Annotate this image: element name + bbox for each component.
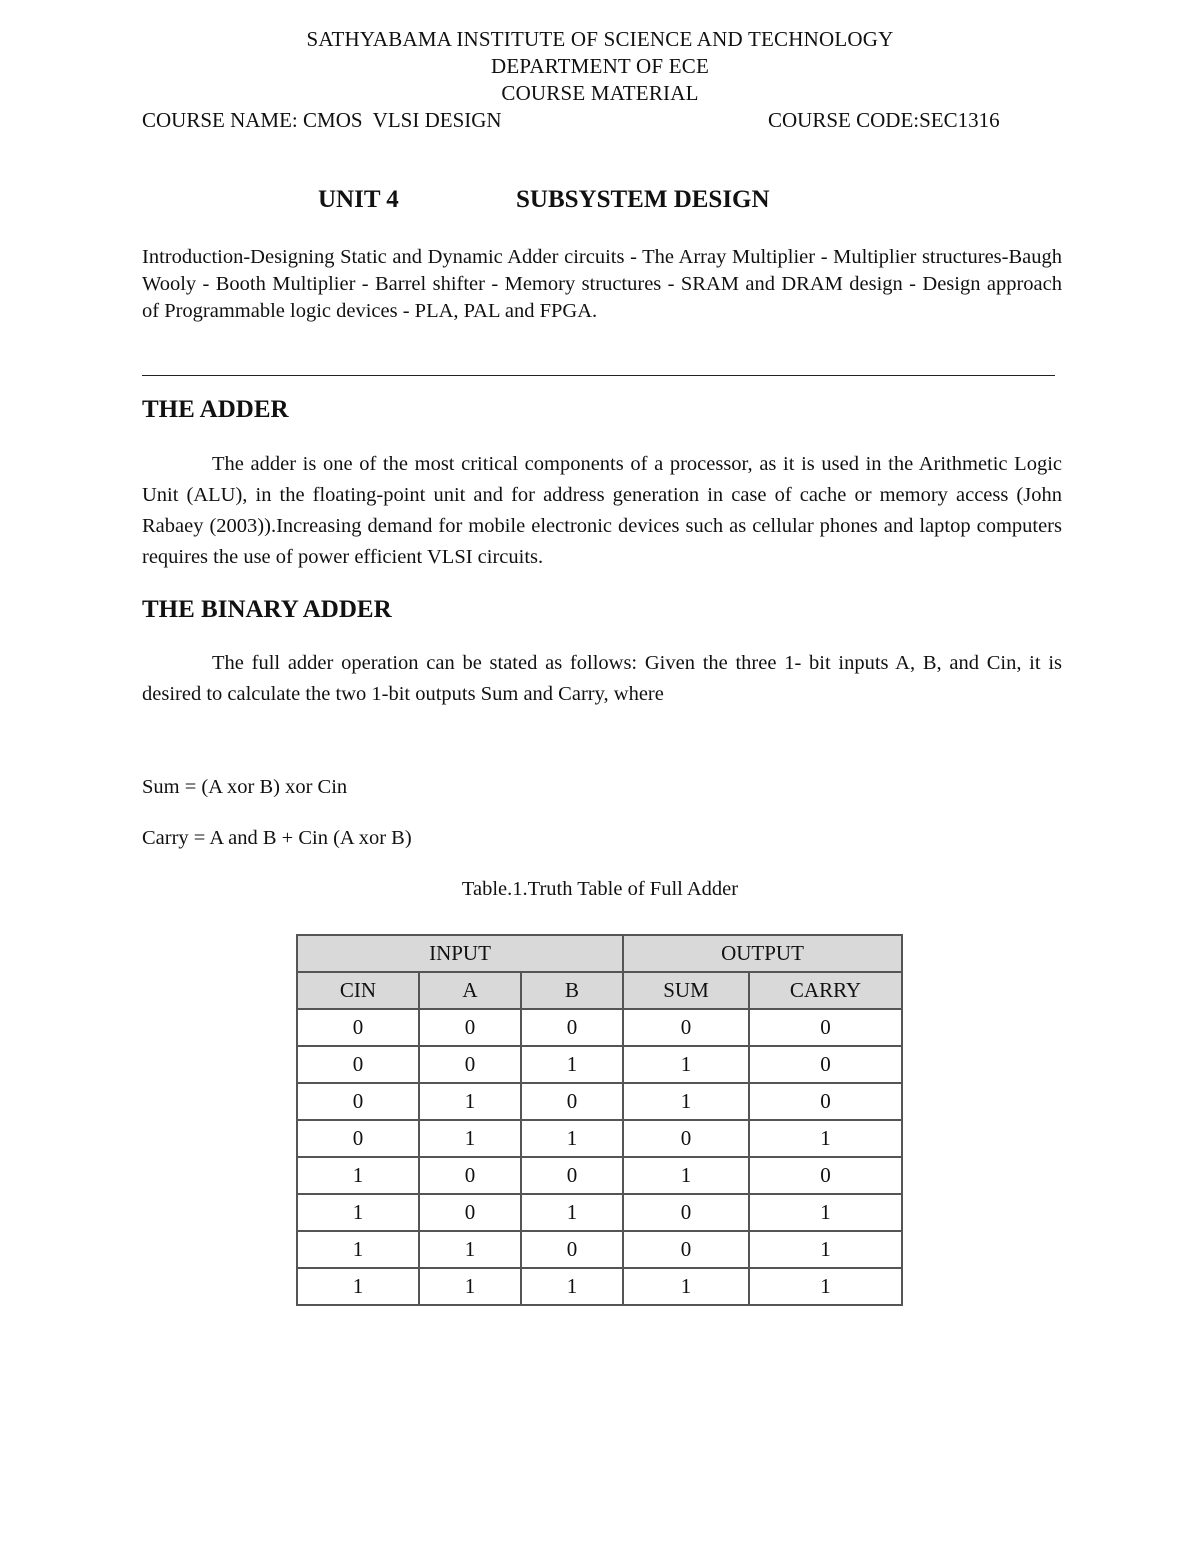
adder-heading: THE ADDER	[142, 396, 289, 423]
table-row	[297, 1194, 902, 1231]
table-cell: 0	[623, 1194, 749, 1231]
carry-formula: Carry = A and B + Cin (A xor B)	[142, 827, 412, 849]
table-cell: 1	[623, 1268, 749, 1305]
table-cell: 1	[521, 1120, 623, 1157]
table-cell: 1	[419, 1083, 521, 1120]
input-group-header: INPUT	[297, 935, 623, 972]
table-cell: 0	[749, 1157, 902, 1194]
material-label: COURSE MATERIAL	[501, 81, 699, 105]
table-caption: Table.1.Truth Table of Full Adder	[461, 878, 739, 900]
table-cell: 1	[623, 1157, 749, 1194]
table-row	[297, 1083, 902, 1120]
truth-table	[296, 934, 903, 1306]
table-cell: 1	[297, 1194, 419, 1231]
table-cell: 0	[521, 1083, 623, 1120]
group-header-row	[297, 935, 902, 972]
table-cell: 0	[419, 1046, 521, 1083]
course-name: COURSE NAME: CMOS VLSI DESIGN	[142, 108, 502, 132]
table-cell: 0	[521, 1231, 623, 1268]
table-cell: 1	[749, 1268, 902, 1305]
adder-paragraph: The adder is one of the most critical components of a processor, as it is used in the Arithmetic Logic Unit (ALU), in the floating-point unit and for address generation in case of cache or memory access (John Rabaey (2003)).Increasing demand for mobile electronic devices such as cellular phones and laptop computers requires the use of power efficient VLSI circuits.	[142, 453, 1062, 568]
table-cell: 1	[297, 1231, 419, 1268]
department-name: DEPARTMENT OF ECE	[490, 54, 709, 78]
output-group-header: OUTPUT	[623, 935, 902, 972]
unit-title: SUBSYSTEM DESIGN	[516, 186, 770, 213]
table-row	[297, 1157, 902, 1194]
table-cell: 0	[623, 1231, 749, 1268]
table-cell: 1	[749, 1120, 902, 1157]
table-cell: 1	[297, 1157, 419, 1194]
table-cell: 0	[297, 1046, 419, 1083]
table-cell: 1	[623, 1083, 749, 1120]
table-row	[297, 1009, 902, 1046]
table-cell: 1	[521, 1268, 623, 1305]
column-header: CIN	[297, 972, 419, 1009]
table-cell: 0	[749, 1009, 902, 1046]
binary-adder-heading: THE BINARY ADDER	[142, 596, 392, 623]
table-cell: 0	[419, 1157, 521, 1194]
column-header: SUM	[623, 972, 749, 1009]
table-cell: 0	[419, 1009, 521, 1046]
table-cell: 1	[623, 1046, 749, 1083]
column-header: CARRY	[749, 972, 902, 1009]
unit-number: UNIT 4	[318, 186, 399, 213]
table-cell: 0	[297, 1120, 419, 1157]
table-cell: 1	[419, 1268, 521, 1305]
institute-name: SATHYABAMA INSTITUTE OF SCIENCE AND TECHNOLOGY	[306, 27, 894, 51]
column-header: A	[419, 972, 521, 1009]
table-cell: 0	[521, 1009, 623, 1046]
table-cell: 0	[623, 1120, 749, 1157]
column-header-row	[297, 972, 902, 1009]
course-code: COURSE CODE:SEC1316	[768, 108, 1000, 132]
unit-intro: Introduction-Designing Static and Dynamic Adder circuits - The Array Multiplier - Multiplier structures-Baugh Wooly - Booth Multiplier - Barrel shifter - Memory structures - SRAM and DRAM design - Design approach of Programmable logic devices - PLA, PAL and FPGA.	[142, 246, 1062, 322]
table-cell: 1	[297, 1268, 419, 1305]
sum-formula: Sum = (A xor B) xor Cin	[142, 776, 348, 798]
table-cell: 1	[749, 1231, 902, 1268]
table-cell: 0	[419, 1194, 521, 1231]
table-cell: 1	[521, 1194, 623, 1231]
table-cell: 0	[521, 1157, 623, 1194]
table-cell: 0	[297, 1083, 419, 1120]
table-cell: 1	[419, 1120, 521, 1157]
table-row	[297, 1120, 902, 1157]
table-row	[297, 1046, 902, 1083]
binary-adder-paragraph: The full adder operation can be stated as follows: Given the three 1- bit inputs A, B, and Cin, it is desired to calculate the two 1-bit outputs Sum and Carry, where	[142, 652, 1062, 705]
table-cell: 0	[623, 1009, 749, 1046]
table-row	[297, 1268, 902, 1305]
table-row	[297, 1231, 902, 1268]
table-cell: 0	[297, 1009, 419, 1046]
table-cell: 1	[419, 1231, 521, 1268]
table-cell: 0	[749, 1083, 902, 1120]
column-header: B	[521, 972, 623, 1009]
divider	[142, 375, 1055, 376]
table-cell: 1	[521, 1046, 623, 1083]
table-cell: 0	[749, 1046, 902, 1083]
table-cell: 1	[749, 1194, 902, 1231]
